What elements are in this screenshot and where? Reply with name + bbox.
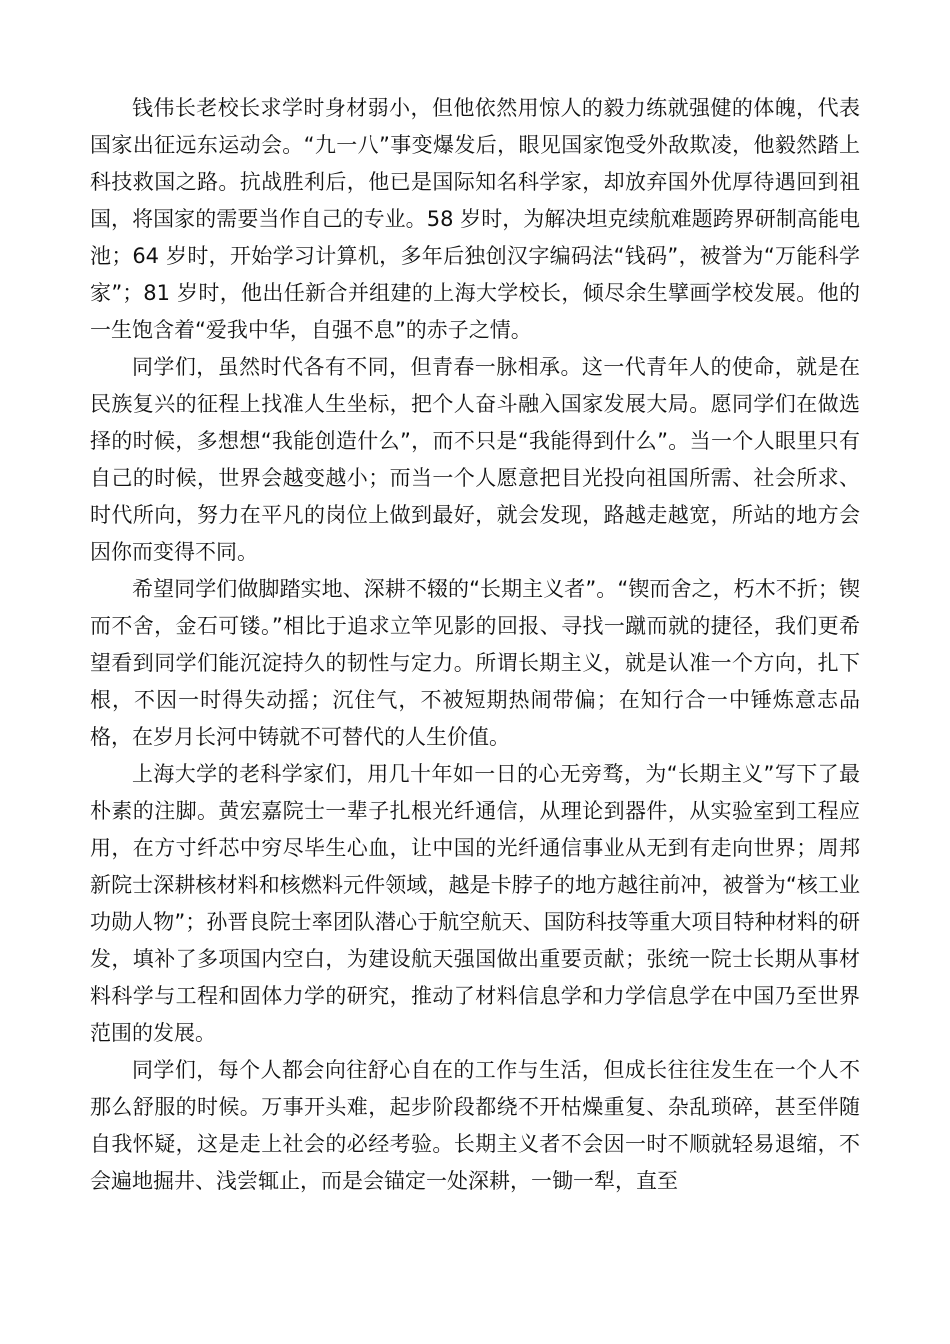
paragraph-scientists: 上海大学的老科学家们，用几十年如一日的心无旁骛，为“长期主义”写下了最朴素的注脚。黄宏嘉院士一辈子扎根光纤通信，从理论到器件，从实验室到工程应用，在方寸纤芯中穷尽毕生心血，让中国的光纤通信事业从无到有走向世界；周邦新院士深耕核材料和核燃料元件领域，越是卡脖子的地方越往前冲，被誉为“核工业功勋人物”；孙晋良院士率团队潜心于航空航天、国防科技等重大项目特种材料的研发，填补了多项国内空白，为建设航天强国做出重要贡献；张统一院士长期从事材料科学与工程和固体力学的研究，推动了材料信息学和力学信息学在中国乃至世界范围的发展。 — [90, 762, 860, 1045]
paragraph-qian-weichang: 钱伟长老校长求学时身材弱小，但他依然用惊人的毅力练就强健的体魄，代表国家出征远东运动会。“九一八”事变爆发后，眼见国家饱受外敌欺凌，他毅然踏上科技救国之路。抗战胜利后，他已是国际知名科学家，却放弃国外优厚待遇回到祖国，将国家的需要当作自己的专业。58 岁时，为解决坦克续航难题跨界研制高能电池；64 岁时，开始学习计算机，多年后独创汉字编码法“钱码”，被誉为“万能科学家”；81 岁时，他出任新合并组建的上海大学校长，倾尽余生擘画学校发展。他的一生饱含着“爱我中华，自强不息”的赤子之情。 — [90, 96, 860, 342]
paragraph-long-termism: 希望同学们做脚踏实地、深耕不辍的“长期主义者”。“锲而舍之，朽木不折；锲而不舍，金石可镂。”相比于追求立竿见影的回报、寻找一蹴而就的捷径，我们更希望看到同学们能沉淀持久的韧性与定力。所谓长期主义，就是认准一个方向，扎下根，不因一时得失动摇；沉住气，不被短期热闹带偏；在知行合一中锤炼意志品格，在岁月长河中铸就不可替代的人生价值。 — [90, 577, 860, 749]
paragraph-growth: 同学们，每个人都会向往舒心自在的工作与生活，但成长往往发生在一个人不那么舒服的时候。万事开头难，起步阶段都绕不开枯燥重复、杂乱琐碎，甚至伴随自我怀疑，这是走上社会的必经考验。长期主义者不会因一时不顺就轻易退缩，不会遍地掘井、浅尝辄止，而是会锚定一处深耕，一锄一犁，直至 — [90, 1058, 860, 1193]
document-page — [90, 90, 860, 1270]
paragraph-youth-mission: 同学们，虽然时代各有不同，但青春一脉相承。这一代青年人的使命，就是在民族复兴的征程上找准人生坐标，把个人奋斗融入国家发展大局。愿同学们在做选择的时候，多想想“我能创造什么”，而不只是“我能得到什么”。当一个人眼里只有自己的时候，世界会越变越小；而当一个人愿意把目光投向祖国所需、社会所求、时代所向，努力在平凡的岗位上做到最好，就会发现，路越走越宽，所站的地方会因你而变得不同。 — [90, 355, 860, 564]
